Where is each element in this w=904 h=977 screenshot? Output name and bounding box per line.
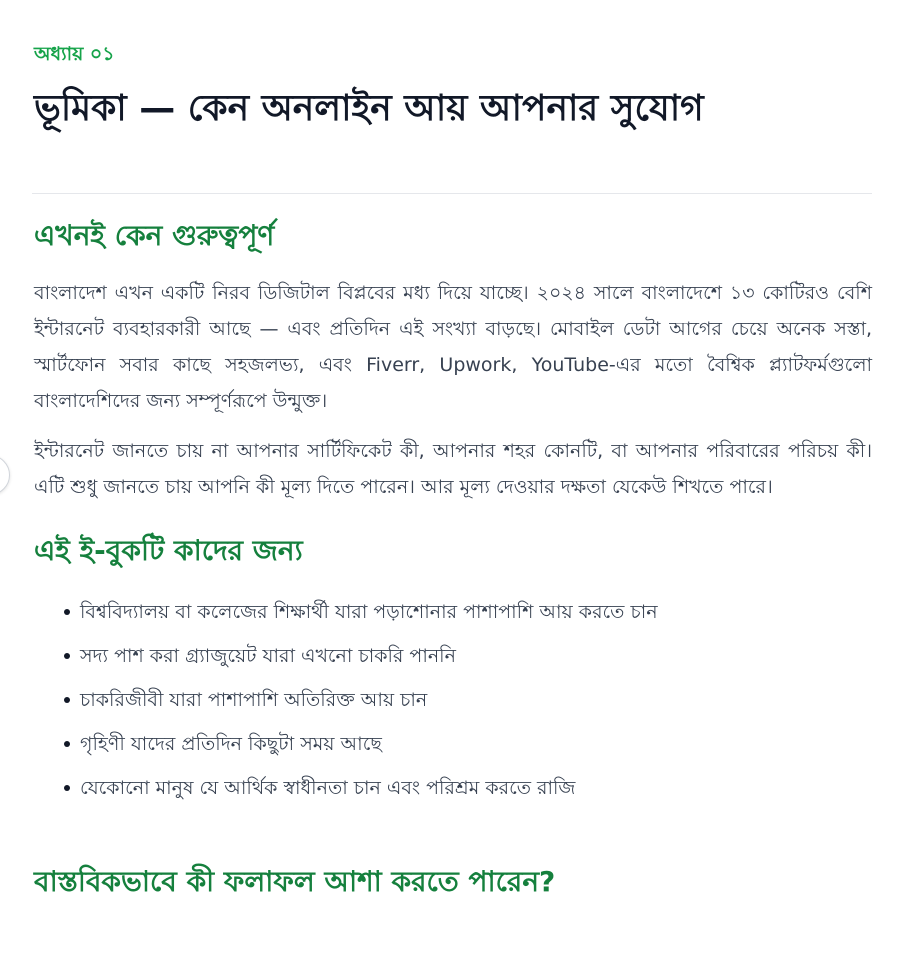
list-item — [34, 766, 872, 810]
heading-why-now: এখনই কেন গুরুত্বপূর্ণ — [34, 219, 275, 252]
paragraph-digital-revolution: বাংলাদেশ এখন একটি নিরব ডিজিটাল বিপ্লবের মধ্য দিয়ে যাচ্ছে। ২০২৪ সালে বাংলাদেশে ১৩ কোটিরও বেশি ইন্টারনেট ব্যবহারকারী আছে — এবং প্রতিদিন এই সংখ্যা বাড়ছে। মোবাইল ডেটা আগের চেয়ে অনেক সস্তা, স্মার্টফোন সবার কাছে সহজলভ্য, এবং Fiverr, Upwork, YouTube-এর মতো বৈশ্বিক প্ল্যাটফর্মগুলো বাংলাদেশিদের জন্য সম্পূর্ণরূপে উন্মুক্ত। — [34, 282, 872, 412]
bullet-icon — [64, 653, 70, 659]
heading-who-for: এই ই-বুকটি কাদের জন্য — [34, 534, 303, 567]
list-item — [34, 590, 872, 634]
list-item-text: বিশ্ববিদ্যালয় বা কলেজের শিক্ষার্থী যারা পড়াশোনার পাশাপাশি আয় করতে চান — [80, 601, 658, 623]
bullet-icon — [64, 785, 70, 791]
section-divider — [32, 193, 872, 194]
list-item-text: গৃহিণী যাদের প্রতিদিন কিছুটা সময় আছে — [80, 733, 382, 755]
bullet-icon — [64, 697, 70, 703]
list-item — [34, 634, 872, 678]
chapter-title: ভূমিকা — কেন অনলাইন আয় আপনার সুযোগ — [34, 88, 704, 129]
list-item — [34, 722, 872, 766]
heading-expected-results: বাস্তবিকভাবে কী ফলাফল আশা করতে পারেন? — [34, 865, 556, 898]
list-item-text: সদ্য পাশ করা গ্র্যাজুয়েট যারা এখনো চাকরি পাননি — [80, 645, 456, 667]
audience-list — [34, 590, 872, 810]
list-item — [34, 678, 872, 722]
bullet-icon — [64, 741, 70, 747]
chapter-label: অধ্যায় ০১ — [34, 43, 115, 65]
list-item-text: যেকোনো মানুষ যে আর্থিক স্বাধীনতা চান এবং পরিশ্রম করতে রাজি — [80, 777, 576, 799]
side-scroll-handle[interactable] — [0, 455, 10, 495]
bullet-icon — [64, 609, 70, 615]
paragraph-internet-value: ইন্টারনেট জানতে চায় না আপনার সার্টিফিকেট কী, আপনার শহর কোনটি, বা আপনার পরিবারের পরিচয় কী। এটি শুধু জানতে চায় আপনি কী মূল্য দিতে পারেন। আর মূল্য দেওয়ার দক্ষতা যেকেউ শিখতে পারে। — [34, 440, 872, 498]
list-item-text: চাকরিজীবী যারা পাশাপাশি অতিরিক্ত আয় চান — [80, 689, 428, 711]
